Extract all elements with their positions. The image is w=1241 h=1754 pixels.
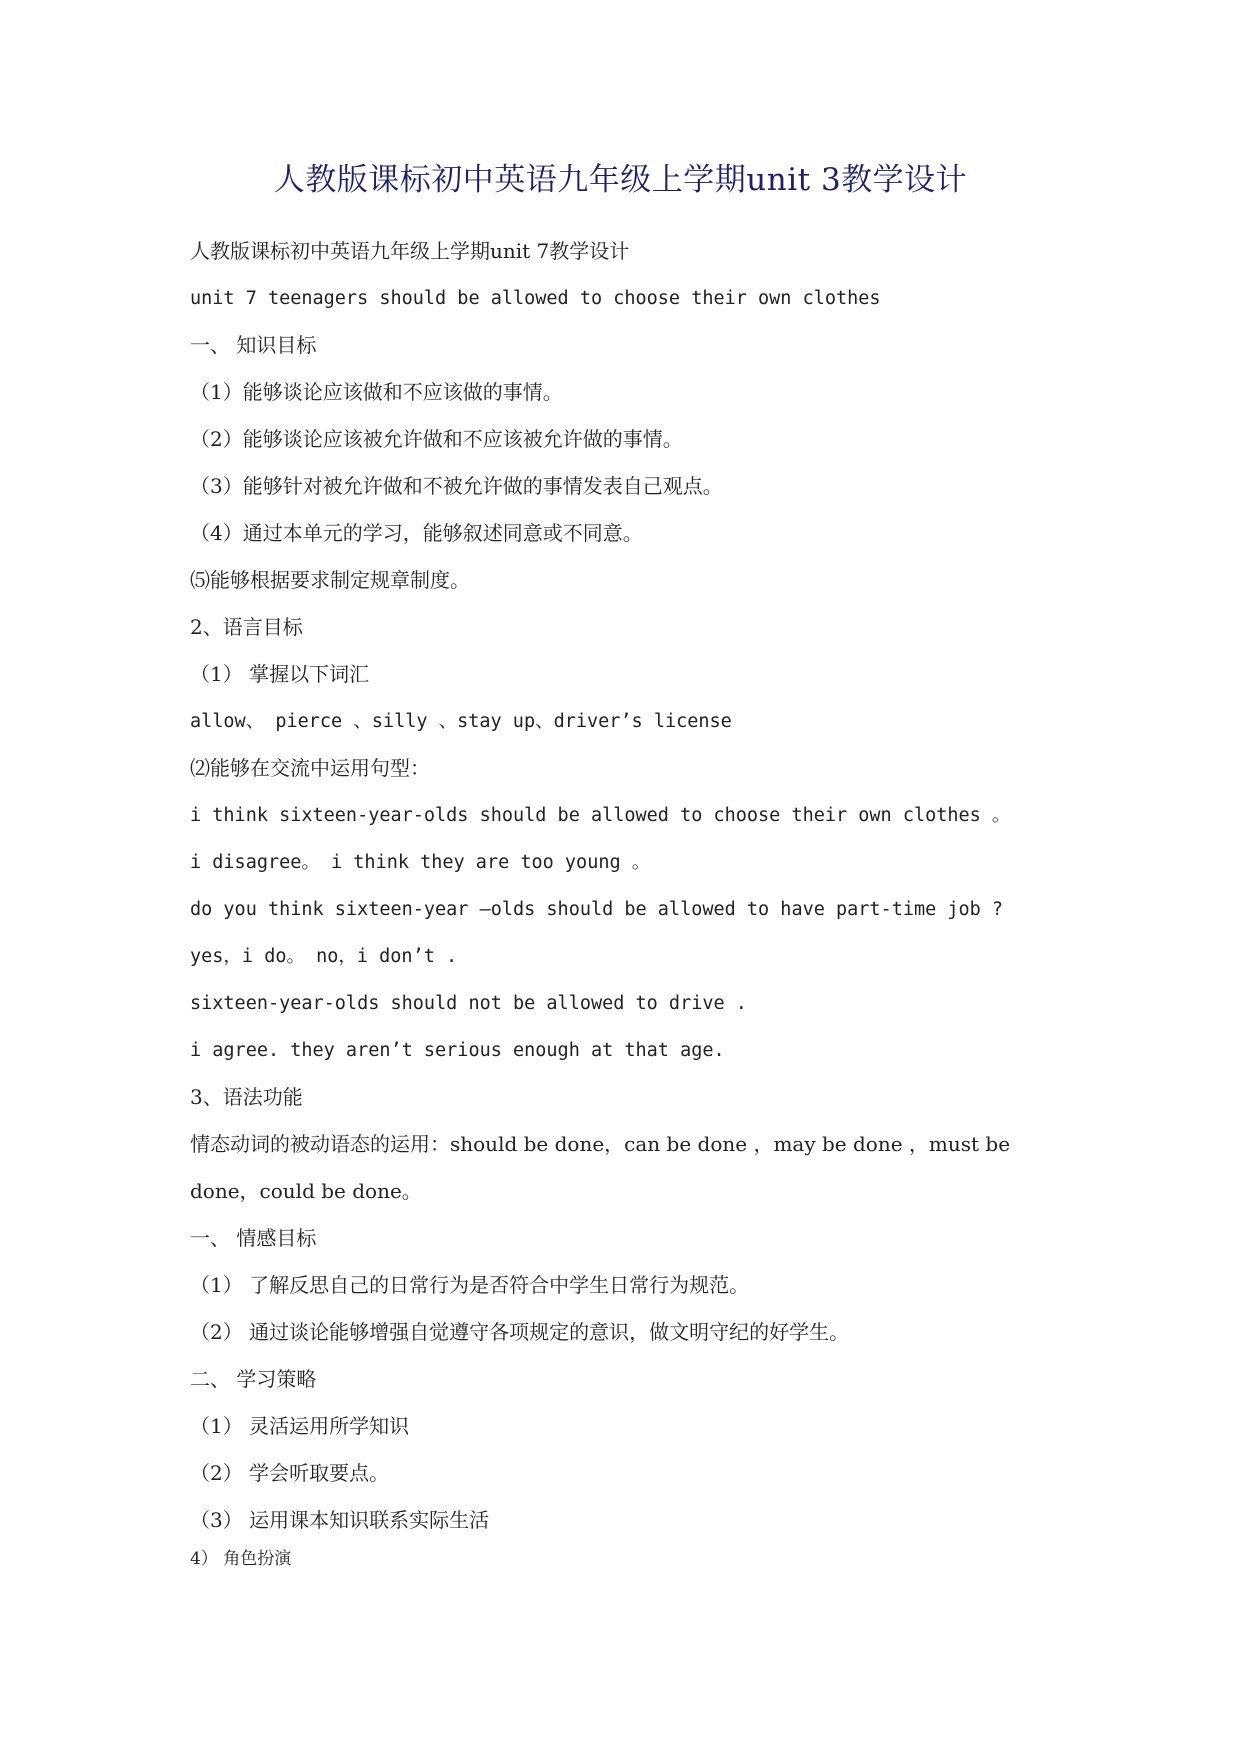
sentence-pattern-line: sixteen-year-olds should not be allowed to drive .: [190, 993, 747, 1014]
list-item: （1） 灵活运用所学知识: [190, 1414, 410, 1438]
list-item: ⑸能够根据要求制定规章制度。: [190, 568, 470, 592]
list-item: （1）能够谈论应该做和不应该做的事情。: [190, 380, 563, 404]
document-body: [190, 228, 1060, 1574]
list-item: 4） 角色扮演: [190, 1549, 292, 1569]
sentence-pattern-line: i think sixteen-year-olds should be allowed to choose their own clothes 。: [190, 805, 1011, 826]
vocabulary-line: allow、 pierce 、silly 、stay up、driver’s license: [190, 711, 732, 732]
sentence-pattern-line: do you think sixteen-year –olds should be allowed to have part-time job ?: [190, 899, 1004, 920]
section-grammar-function: 3、语法功能: [190, 1085, 303, 1109]
unit-heading-line: unit 7 teenagers should be allowed to choose their own clothes: [190, 288, 881, 309]
section-emotional-goals: 一、 情感目标: [190, 1226, 317, 1250]
list-item: （1） 了解反思自己的日常行为是否符合中学生日常行为规范。: [190, 1273, 750, 1297]
section-knowledge-goals: 一、 知识目标: [190, 333, 317, 357]
grammar-line: 情态动词的被动语态的运用：should be done，can be done ，may be done ，must be: [190, 1132, 1011, 1156]
list-item: （4）通过本单元的学习，能够叙述同意或不同意。: [190, 521, 643, 545]
list-item: （2） 通过谈论能够增强自觉遵守各项规定的意识，做文明守纪的好学生。: [190, 1320, 850, 1344]
list-item: （3）能够针对被允许做和不被允许做的事情发表自己观点。: [190, 474, 723, 498]
sentence-pattern-line: i disagree。 i think they are too young 。: [190, 852, 651, 873]
document-title: 人教版课标初中英语九年级上学期unit 3教学设计: [273, 162, 968, 198]
section-language-goals: 2、语言目标: [190, 615, 303, 639]
list-item: （2）能够谈论应该被允许做和不应该被允许做的事情。: [190, 427, 683, 451]
sentence-pattern-line: i agree. they aren’t serious enough at that age.: [190, 1040, 725, 1061]
subtitle-line: 人教版课标初中英语九年级上学期unit 7教学设计: [190, 239, 630, 263]
list-item: （1） 掌握以下词汇: [190, 662, 370, 686]
section-learning-strategies: 二、 学习策略: [190, 1367, 317, 1391]
grammar-line-continued: done，could be done。: [190, 1179, 422, 1203]
list-item: ⑵能够在交流中运用句型：: [190, 756, 430, 780]
list-item: （3） 运用课本知识联系实际生活: [190, 1508, 490, 1532]
list-item: （2） 学会听取要点。: [190, 1461, 390, 1485]
sentence-pattern-line: yes，i do。 no，i don’t .: [190, 946, 458, 967]
